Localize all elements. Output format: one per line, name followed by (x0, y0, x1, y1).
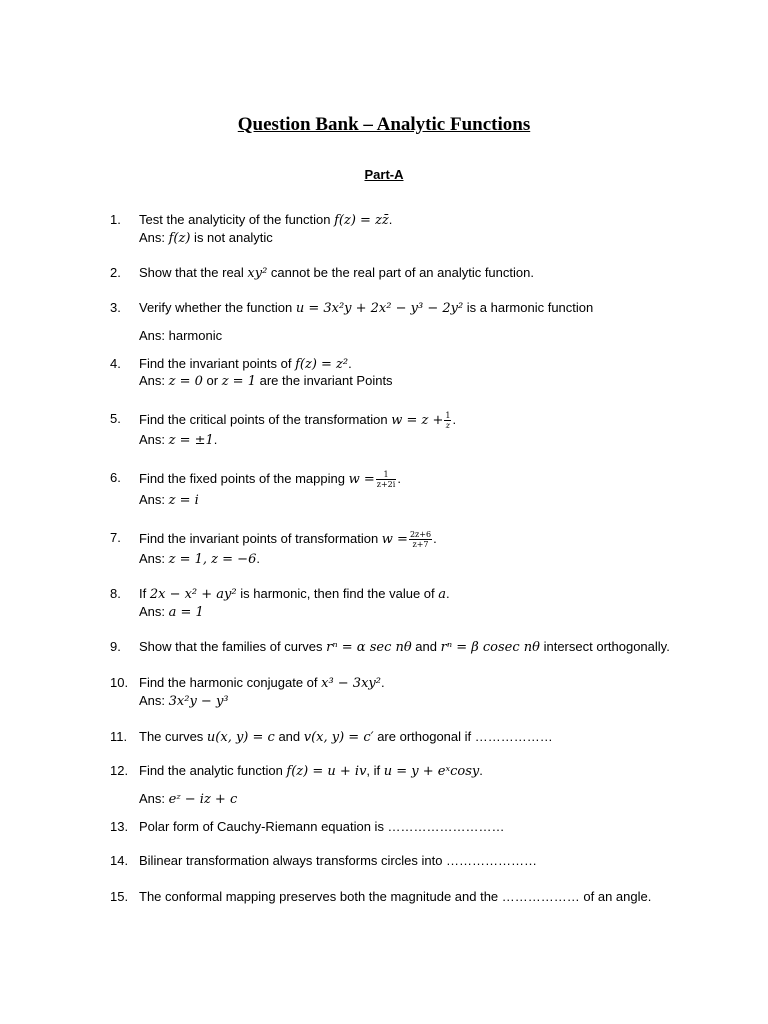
question-text: Bilinear transformation always transforms circles into ………………… (139, 853, 538, 868)
question-text: If 2x − x² + ay² is harmonic, then find the value of a. (139, 586, 450, 602)
answer-text: Ans: a = 1 (139, 604, 204, 620)
question-number: 3. (110, 300, 121, 315)
math-expression: z = 1 (221, 374, 256, 389)
question-text: Show that the real xy² cannot be the real part of an analytic function. (139, 265, 534, 281)
answer-text: Ans: z = 0 or z = 1 are the invariant Points (139, 373, 393, 389)
math-expression: 3x²y − y³ (168, 694, 229, 709)
answer-text: Ans: 3x²y − y³ (139, 693, 229, 709)
math-expression: z = 0 (168, 374, 203, 389)
fraction: $\frac{2z+6}{z+7}$ (409, 530, 432, 549)
question-text: Test the analyticity of the function f(z) = zz̄. (139, 212, 393, 228)
question-number: 12. (110, 763, 129, 778)
question-number: 1. (110, 212, 121, 227)
math-expression: u = 3x²y + 2x² − y³ − 2y² (295, 301, 464, 316)
question-number: 14. (110, 853, 129, 868)
answer-text: Ans: z = ±1. (139, 432, 218, 448)
math-expression: rⁿ = α sec nθ (326, 640, 412, 655)
math-expression: z = ±1 (168, 433, 214, 448)
question-text: Find the fixed points of the mapping w = $\frac{1}{z+2i}$ . (139, 470, 401, 489)
question-text: Find the analytic function f(z) = u + iv, if u = y + eˣcosy. (139, 763, 483, 779)
math-expression: a = 1 (168, 605, 204, 620)
question-number: 10. (110, 675, 129, 690)
fraction: $\frac{1}{z+2i}$ (376, 470, 396, 489)
math-expression: 2x − x² + ay² (149, 587, 237, 602)
question-number: 8. (110, 586, 121, 601)
question-number: 15. (110, 889, 129, 904)
question-number: 5. (110, 411, 121, 426)
page-title: Question Bank – Analytic Functions (237, 114, 531, 135)
math-expression: z = 1, z = −6 (168, 552, 257, 567)
question-text: Show that the families of curves rⁿ = α sec nθ and rⁿ = β cosec nθ intersect orthogonally. (139, 639, 670, 655)
math-expression: a (438, 587, 447, 602)
question-number: 9. (110, 639, 121, 654)
question-text: The curves u(x, y) = c and v(x, y) = c′ are orthogonal if ……………… (139, 729, 553, 745)
math-expression: f(z) (168, 231, 191, 246)
math-expression: w = (348, 471, 375, 487)
answer-text: Ans: z = 1, z = −6. (139, 551, 260, 567)
math-expression: u = y + eˣcosy (383, 764, 480, 779)
section-heading: Part-A (364, 167, 404, 182)
math-expression: f(z) = z² (295, 357, 349, 372)
answer-text: Ans: harmonic (139, 328, 223, 343)
fraction: $\frac{1}{z}$ (445, 411, 451, 430)
question-text: Find the invariant points of f(z) = z². (139, 356, 352, 372)
math-expression: v(x, y) = c′ (303, 730, 374, 745)
question-text: Find the harmonic conjugate of x³ − 3xy². (139, 675, 385, 691)
math-expression: u(x, y) = c (206, 730, 275, 745)
math-expression: w = z + (391, 412, 444, 428)
answer-text: Ans: f(z) is not analytic (139, 230, 273, 246)
question-number: 7. (110, 530, 121, 545)
math-expression: eᶻ − iz + c (168, 792, 238, 807)
answer-text: Ans: eᶻ − iz + c (139, 791, 238, 807)
math-expression: rⁿ = β cosec nθ (440, 640, 540, 655)
question-number: 13. (110, 819, 129, 834)
question-number: 2. (110, 265, 121, 280)
math-expression: xy² (247, 266, 268, 281)
question-number: 4. (110, 356, 121, 371)
answer-text: Ans: z = i (139, 492, 199, 508)
math-expression: z = i (168, 493, 199, 508)
question-text: The conformal mapping preserves both the magnitude and the ……………… of an angle. (139, 889, 652, 904)
math-expression: w = (381, 531, 408, 547)
math-expression: f(z) = zz̄ (334, 213, 389, 228)
question-text: Find the critical points of the transformation w = z + $\frac{1}{z}$ . (139, 411, 457, 430)
math-expression: x³ − 3xy² (321, 676, 381, 691)
math-expression: f(z) = u + iv (286, 764, 367, 779)
question-number: 6. (110, 470, 121, 485)
question-number: 11. (110, 729, 128, 744)
question-text: Polar form of Cauchy-Riemann equation is ……………………… (139, 819, 505, 834)
question-text: Verify whether the function u = 3x²y + 2x² − y³ − 2y² is a harmonic function (139, 300, 594, 316)
question-text: Find the invariant points of transformation w = $\frac{2z+6}{z+7}$ . (139, 530, 437, 549)
